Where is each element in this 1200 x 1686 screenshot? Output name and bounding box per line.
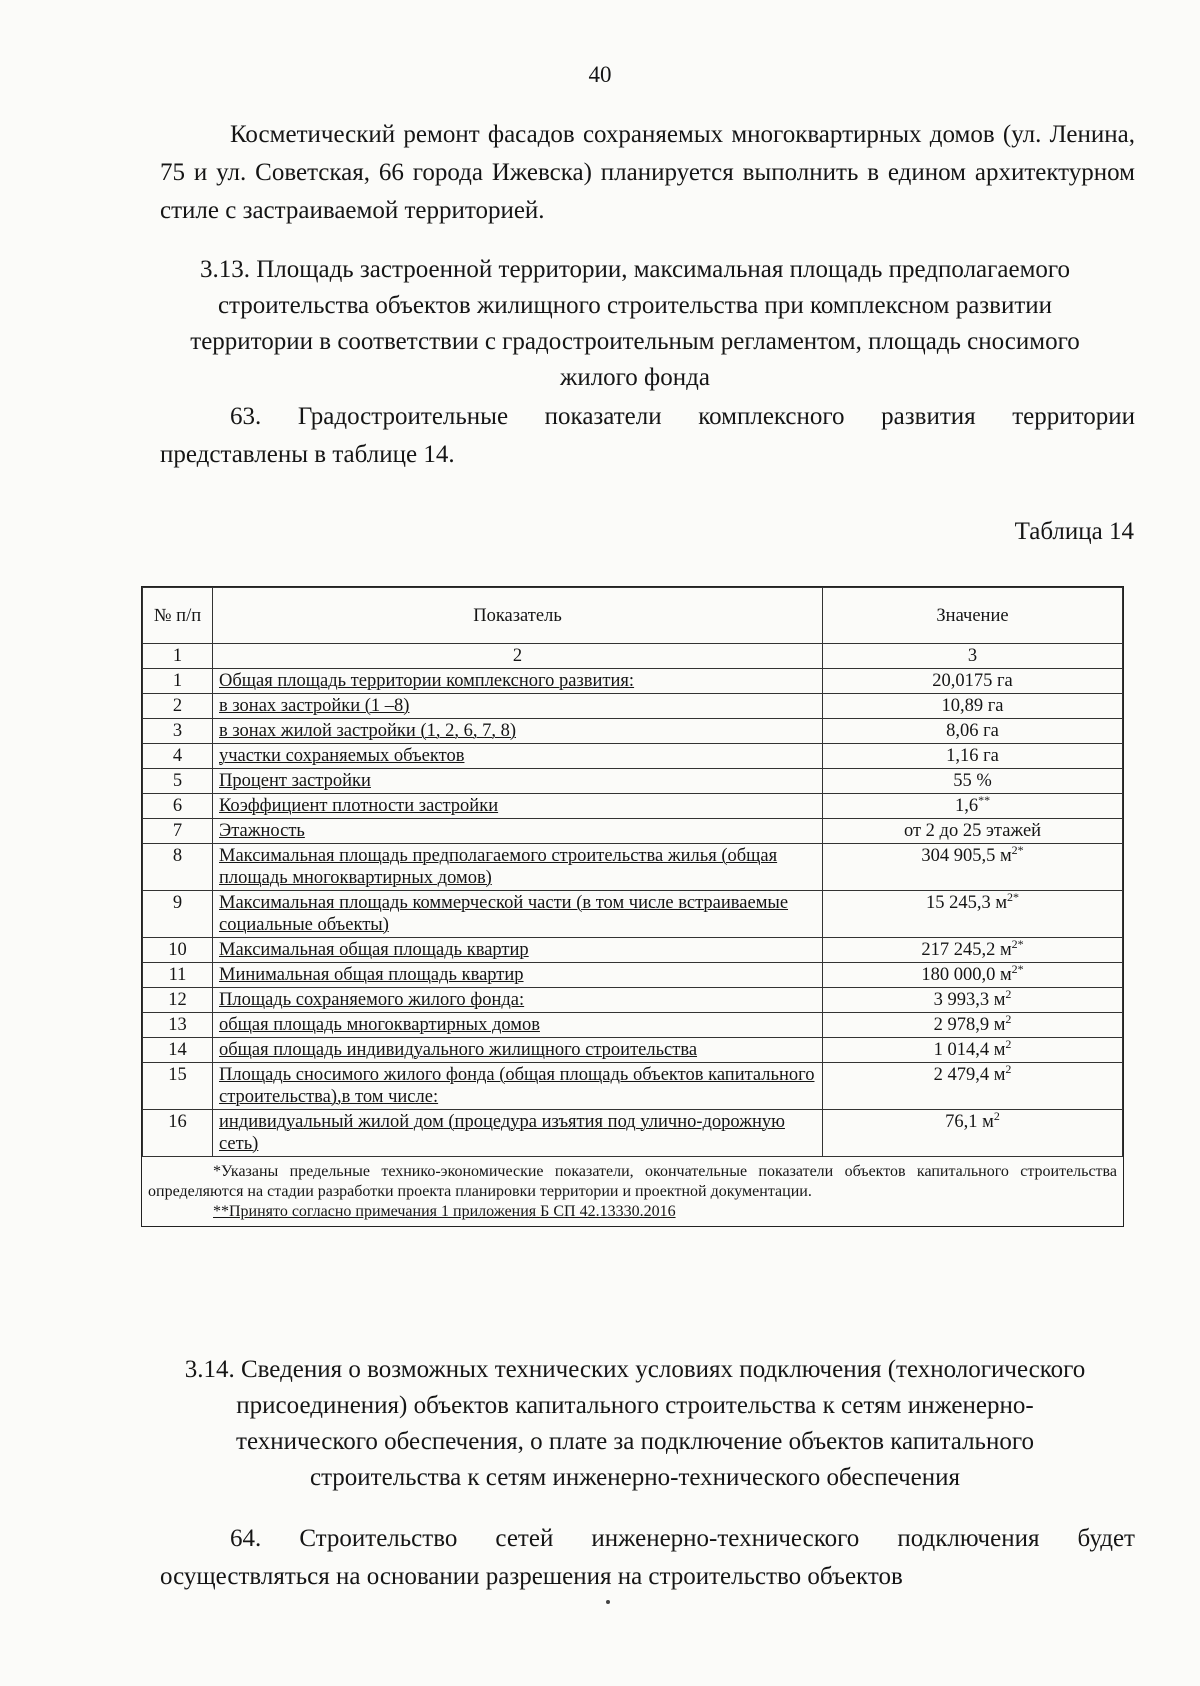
row-value [823,719,1123,744]
paragraph-64: 64. Строительство сетей инженерно-технического подключения будет осуществляться на основании разрешения на строительство объектов [160,1525,1135,1590]
row-indicator: Максимальная площадь коммерческой части (в том числе встраиваемые социальные объекты) [213,891,823,938]
table-row [143,769,1123,794]
row-value-superscript: 2* [1011,961,1024,976]
row-indicator: Площадь сохраняемого жилого фонда: [213,988,823,1013]
row-value-superscript: ** [978,792,991,807]
row-indicator: в зонах жилой застройки (1, 2, 6, 7, 8) [213,719,823,744]
header-indicator: Показатель [213,588,823,644]
row-number: 2 [143,694,213,719]
row-value [823,938,1123,963]
table-notes [142,1157,1123,1226]
row-value [823,694,1123,719]
row-number: 1 [143,669,213,694]
row-number: 5 [143,769,213,794]
table-row [143,844,1123,891]
row-value-superscript: 2 [993,1108,1000,1123]
note-2: **Принято согласно примечания 1 приложения Б СП 42.13330.2016 [213,1203,676,1220]
paragraph-facades: Косметический ремонт фасадов сохраняемых многоквартирных домов (ул. Ленина, 75 и ул. Советская, 66 города Ижевска) планируется выполнить в едином архитектурном стиле с застраиваемой территорией. [160,121,1135,224]
row-number: 14 [143,1038,213,1063]
row-indicator: индивидуальный жилой дом (процедура изъятия под улично-дорожную сеть) [213,1110,823,1157]
row-value-text: от 2 до 25 этажей [903,821,1042,841]
section-heading-3-13: 3.13. Площадь застроенной территории, максимальная площадь предполагаемого строительства объектов жилищного строительства при комплексном развитии территории в соответствии с градостроительным регламентом, площадь сносимого жилого фонда [190,256,1080,391]
row-value [823,794,1123,819]
row-value-text: 20,0175 га [932,671,1013,691]
row-value [823,1013,1123,1038]
row-indicator: Общая площадь территории комплексного развития: [213,669,823,694]
row-number: 6 [143,794,213,819]
row-value-text: 1,6 [954,796,979,816]
row-number: 16 [143,1110,213,1157]
row-indicator: общая площадь многоквартирных домов [213,1013,823,1038]
paragraph-63: 63. Градостроительные показатели комплексного развития территории представлены в таблице 14. [160,403,1135,468]
row-value-text: 10,89 га [941,696,1004,716]
table-row [143,1063,1123,1110]
row-value [823,819,1123,844]
table-row [143,938,1123,963]
row-value [823,769,1123,794]
row-value-text: 1 014,4 м [933,1040,1006,1060]
row-value [823,963,1123,988]
table-body [143,669,1123,1157]
table-row [143,744,1123,769]
table-row [143,819,1123,844]
row-number: 12 [143,988,213,1013]
page-number: 40 [588,62,612,87]
table-row [143,669,1123,694]
row-value-text: 217 245,2 м [921,940,1012,960]
col-index-2: 2 [213,644,823,669]
row-value [823,844,1123,891]
row-value-superscript: 2 [1005,1036,1012,1051]
table-row [143,1110,1123,1157]
row-value-text: 2 978,9 м [933,1015,1006,1035]
row-number: 13 [143,1013,213,1038]
row-value-text: 55 % [953,771,992,791]
row-indicator: общая площадь индивидуального жилищного строительства [213,1038,823,1063]
row-number: 10 [143,938,213,963]
row-value-text: 3 993,3 м [933,990,1006,1010]
col-index-1: 1 [143,644,213,669]
row-value [823,1110,1123,1157]
col-index-3: 3 [823,644,1123,669]
table-row [143,794,1123,819]
row-indicator: в зонах застройки (1 –8) [213,694,823,719]
row-value-text: 180 000,0 м [921,965,1012,985]
row-value-text: 1,16 га [946,746,999,766]
table-row [143,891,1123,938]
table-row [143,1038,1123,1063]
row-value-superscript: 2* [1007,889,1020,904]
row-indicator: Площадь сносимого жилого фонда (общая площадь объектов капитального строительства),в том числе: [213,1063,823,1110]
section-heading-3-14: 3.14. Сведения о возможных технических условиях подключения (технологического присоединения) объектов капитального строительства к сетям инженерно-технического обеспечения, о плате за подключение объектов капитального строительства к сетям инженерно-технического обеспечения [184,1356,1086,1491]
ink-dot [606,1600,610,1604]
row-value-superscript: 2 [1005,1011,1012,1026]
table-label: Таблица 14 [1014,518,1134,545]
table-row [143,719,1123,744]
row-value [823,1063,1123,1110]
row-value [823,669,1123,694]
row-indicator: Максимальная площадь предполагаемого строительства жилья (общая площадь многоквартирных домов) [213,844,823,891]
row-value-superscript: 2* [1011,936,1024,951]
row-value [823,988,1123,1013]
row-number: 9 [143,891,213,938]
row-indicator: Максимальная общая площадь квартир [213,938,823,963]
row-value-text: 2 479,4 м [933,1065,1006,1085]
row-value-text: 8,06 га [946,721,999,741]
row-number: 15 [143,1063,213,1110]
row-value-text: 304 905,5 м [921,846,1012,866]
row-indicator: Процент застройки [213,769,823,794]
table-row [143,694,1123,719]
row-value-text: 76,1 м [945,1112,994,1132]
row-indicator: участки сохраняемых объектов [213,744,823,769]
note-1: *Указаны предельные технико-экономические показатели, окончательные показатели объектов капитального строительства определяются на стадии разработки проекта планировки территории и проектной документации. [148,1163,1117,1200]
row-value-superscript: 2 [1005,1061,1012,1076]
table-row [143,1013,1123,1038]
row-number: 3 [143,719,213,744]
row-value-superscript: 2* [1011,842,1024,857]
row-value [823,744,1123,769]
row-number: 7 [143,819,213,844]
indicators-table [141,586,1124,1227]
row-value [823,891,1123,938]
row-number: 4 [143,744,213,769]
row-number: 11 [143,963,213,988]
row-indicator: Этажность [213,819,823,844]
row-indicator: Минимальная общая площадь квартир [213,963,823,988]
header-number: № п/п [143,588,213,644]
row-value [823,1038,1123,1063]
row-value-superscript: 2 [1005,986,1012,1001]
table-row [143,963,1123,988]
table-row [143,988,1123,1013]
row-value-text: 15 245,3 м [925,893,1008,913]
row-number: 8 [143,844,213,891]
row-indicator: Коэффициент плотности застройки [213,794,823,819]
header-value: Значение [823,588,1123,644]
